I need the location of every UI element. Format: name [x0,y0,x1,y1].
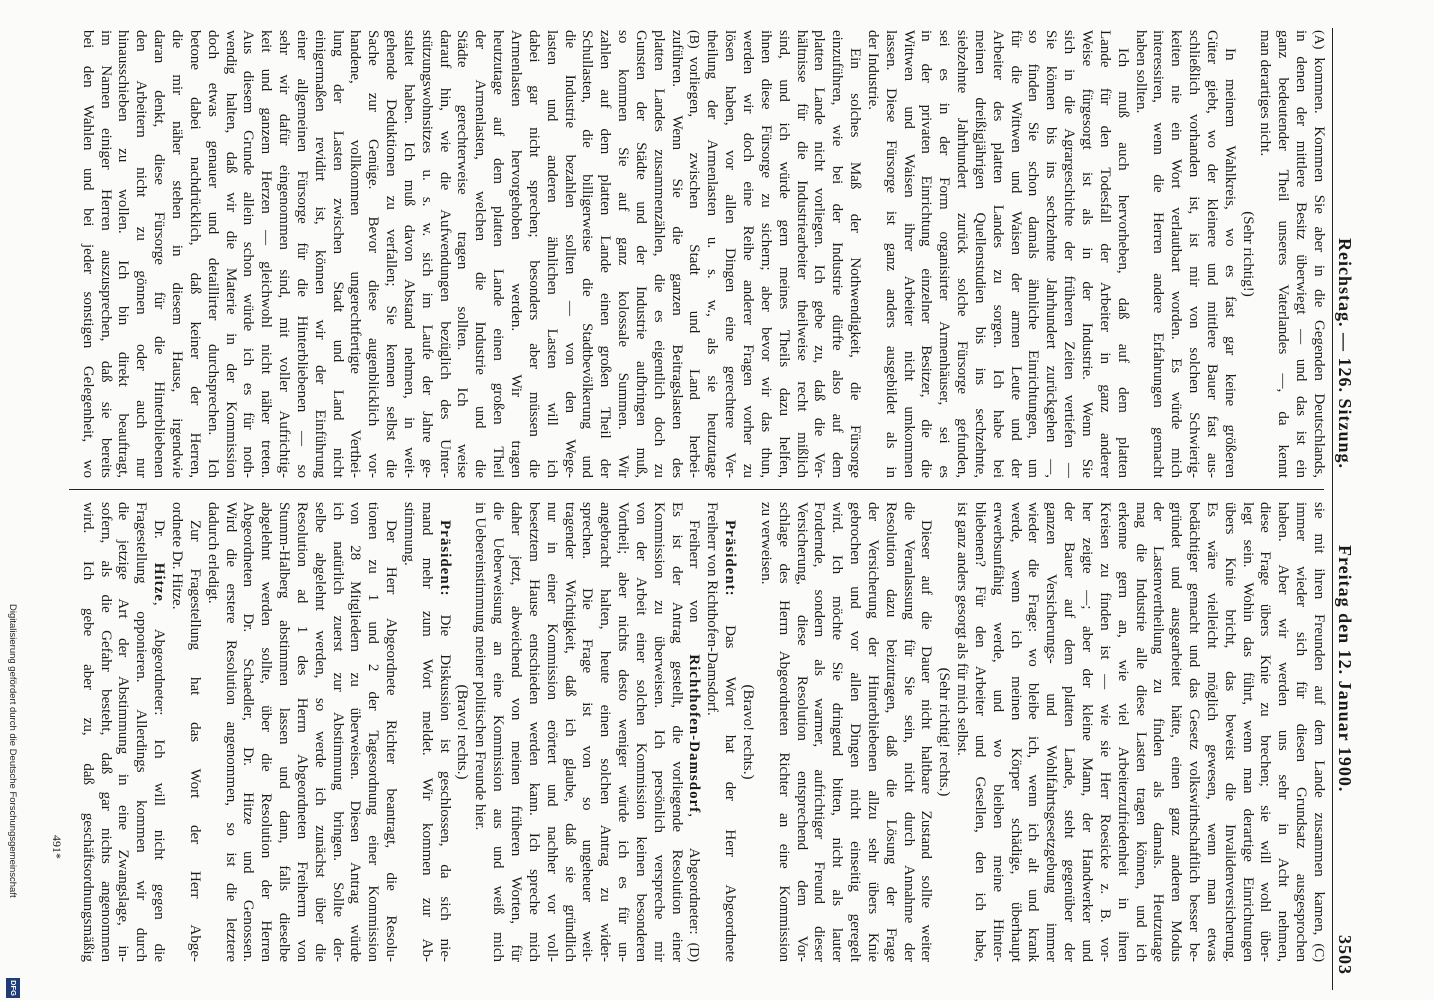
text-line: Wird die erstere Resolution angenommen, so ist die letztere [222,502,239,962]
text-line: Stumm-Halberg abstimmen lassen und dann, falls dieselbe [276,502,293,962]
text-line: für die Wittwen und Waisen der armen Leute und der [1007,30,1024,478]
text-line: interessiren, wenn die Herren andere Erfahrungen gemacht [1150,30,1167,478]
text-line: ganz bedeutender Theil unseres Vaterlandes —, da kennt [1275,30,1292,478]
column-divider [69,489,1324,490]
text-line: staltet haben. Ich muß davon Abstand nehmen, in weit- [400,30,417,478]
margin-label: (B) [686,30,702,49]
text-line: zu verweisen. [757,502,774,585]
text-line: Freiherr von Richthofen-Damsdorf. [704,502,721,716]
text-line: werde, wenn ich meinen Körper schädige, überhaupt [1007,502,1024,962]
text-line: mand mehr zum Wort meldet. Wir kommen zur Ab- [418,502,435,962]
text-line: nur in einer Kommission erörtert und nachher vor voll- [543,502,560,962]
text-segment: kommen. Kommen Sie aber in die Gegenden Deutschlands, [1311,57,1327,478]
text-line: Der Herr Abgeordnete Richter beantragt, die Resolu- [383,520,400,962]
text-line [435,502,453,962]
text-line: her zeigte —; aber der kleine Mann, der Handwerker und [1079,502,1096,962]
text-line: Es ist der Antrag gestellt, die vorliegende Resolution einer [668,502,685,962]
text-line: siebzehnte Jahrhundert zurück solche Fürsorge gefunden, [954,30,971,478]
text-line: Schullasten, die billigerweise die Stadtbevölkerung und [579,30,596,478]
text-line: ordnete Dr. Hitze. [169,502,185,610]
text-line: erwerbsunfähig werde, und wo bleiben meine Hinter- [989,502,1006,962]
running-head-title: Reichstag. — 126. Sitzung. [1335,238,1355,470]
text-line: Wittwen und Waisen ihrer Arbeiter nicht umkommen [900,30,917,478]
text-line: zahlen auf dem platten Lande einen großen Theil der [597,30,614,478]
text-line: Versicherung, diese Resolution entsprechend dem Vor- [793,502,810,962]
text-line: betone dabei nachdrücklich, daß keiner der Herren, [186,30,203,478]
text-line: hältnisse für die Industriearbeiter theilweise recht mißlich [793,30,810,478]
text-line: Weise fürgesorgt ist als in der Industrie. Wenn Sie [1079,30,1096,478]
header-rule [1332,28,1333,990]
text-line: keiten nie ein Wort verlautbart worden. Es würde mich [1168,30,1185,478]
text-line: die Veranlassung für Sie sein, nicht durch Annahme der [900,502,917,962]
running-head-date: Freitag den 12. Januar 1900. [1335,545,1355,793]
text-line: Abgeordneten Dr. Schaedler, Dr. Hitze und Genossen. [240,502,257,962]
text-segment: , Abgeordneter: Ich will nicht gegen die [151,601,168,962]
text-line: der Versicherung der Hinterbliebenen allzu sehr übers Knie [864,502,881,962]
text-line: haben. Aber wir werden uns sehr in Acht nehmen, [1275,502,1292,962]
text-line: Städte gerechterweise tragen sollten. Ich weise [454,30,471,478]
text-line: lung der Lasten zwischen Stadt und Land nicht [329,30,346,478]
text-line: stimmung. [400,502,417,566]
text-line: lassen. Diese Fürsorge ist ganz anders ausgebildet als in [882,30,899,478]
text-line: Resolution dazu beizutragen, daß die Lösung der Frage [882,502,899,962]
text-line: schlage des Herrn Abgeordneten Richter an eine Kommission [775,502,792,962]
text-segment: Die Diskussion ist geschlossen, da sich nie- [436,596,453,962]
text-line: die jetzige Art der Abstimmung in eine Zwangslage, in- [115,502,132,962]
text-line [720,502,738,962]
left-column [78,30,1327,478]
text-line: Kommission zu überweisen. Ich persönlich verspreche mir [650,502,667,962]
text-line: Dieser auf die Dauer nicht haltbare Zustand sollte weiter [918,520,935,962]
text-line: besetztem Hause entschieden werden kann. Ich spreche mich [525,502,542,962]
text-line: mag die Industrie alle diese Lasten tragen können, und ich [1132,502,1149,962]
margin-label: (A) [1311,30,1326,50]
text-line: ist ganz anders gesorgt als für mich selbst. [954,502,971,756]
dfg-logo: DFG [6,978,20,998]
text-line: haben sollten. [1132,30,1149,114]
interjection-line: (Bravo! rechts.) [740,684,756,780]
text-line: einer allgemeinen Fürsorge für die Hinterbliebenen — so [293,30,310,478]
text-line: sei es in der Form organisirter Armenhäuser, sei es [936,30,953,478]
text-line: so finden Sie schon damals ähnliche Einrichtungen, um [1025,30,1042,478]
text-line: gehende Deduktionen zu verfallen; Sie kennen selbst die [383,30,400,478]
text-line: wendig halten, daß wir die Materie in der Kommission [222,30,239,478]
text-line: von 28 Mitgliedern zu überweisen. Diesen Antrag würde [347,502,364,962]
interjection-line: (Bravo! rechts.) [454,684,471,780]
text-line: platten Lande nicht vorliegen. Ich gebe zu, daß die Ver- [811,30,828,478]
text-segment: Das Wort hat der Herr Abgeordnete [722,596,739,962]
text-line: heutzutage auf dem platten Lande einen großen Theil [490,30,507,478]
text-line: wieder die Frage: wo bleibe ich, wenn ich alt und krank [1025,502,1042,962]
text-line: der Lastenvertheilung zu finden als damals. Heutzutage [1150,502,1167,962]
text-line: Gunsten der Städte und der Industrie aufbringen muß, [632,30,649,478]
text-line: Armenlasten hervorgehoben werden. Wir tragen [508,30,525,478]
text-line: übers Knie bricht, das beweist die Invalidenversicherung. [1221,502,1238,962]
text-line: Sie können bis ins sechzehnte Jahrhundert zurückgehen —, [1043,30,1060,478]
text-line: hinausschieben zu wollen. Ich bin direkt beauftragt, [115,30,132,478]
text-line: diese Frage übers Knie zu brechen; sie will wohl über- [1257,502,1274,962]
text-line: ich natürlich zuerst zur Abstimmung bringen. Sollte der- [329,502,346,962]
text-line: Güter giebt, wo der kleinere und mittlere Bauer fast aus- [1203,30,1220,478]
text-line: im Namen einiger Herren auszusprechen, daß sie bereits [97,30,114,478]
text-line: zuführen. Wenn Sie die ganzen Beitragslasten des [668,30,685,478]
text-line: die mir näher stehen in diesem Hause, irgendwie [169,30,185,478]
text-line [685,30,703,478]
text-line: einigermaßen revidirt ist, können wir der Einführung [311,30,328,478]
text-line: Arbeiter des platten Landes zu sorgen. Ich habe bei [989,30,1006,478]
speaker-name: Präsident: [722,520,739,597]
text-line: sofern, als die Gefahr besteht, daß gar nichts angenommen [97,502,114,962]
interjection-line: (Sehr richtig! rechts.) [936,667,953,797]
text-line: in Uebereinstimmung meiner politischen Freunde hier. [472,502,489,831]
text-line: in der privaten Einrichtung einzelner Besitzer, die die [918,30,935,478]
text-line: der Industrie. [864,30,881,110]
text-line [149,502,167,962]
text-line: stützungswohnsitzes u. s. w. sich im Laufe der Jahre ge- [418,30,435,478]
text-line: theilung der Armenlasten u. s. w., als sie heutzutage [704,30,721,478]
page-number: 3503 [1335,935,1355,975]
text-line: darauf hin, wie die Aufwendungen bezüglich des Unter- [436,30,453,478]
text-line: Ein solches Maß der Nothwendigkeit, die Fürsorge [847,48,864,478]
text-line: wird. Ich gebe aber zu, daß geschäftsordnungsmäßig [79,502,96,962]
text-line: abgelehnt werden sollte, über die Resolution der Herren [258,502,275,962]
text-line: sprechen. Die Frage ist von so ungeheuer weit- [579,502,596,962]
speaker-name: Präsident: [436,520,453,597]
speaker-name: Hitze [151,562,168,602]
text-line: Ich muß auch hervorheben, daß auf dem platten [1114,48,1131,478]
text-segment: sie mit ihren Freunden auf dem Lande zusammen kamen, [1311,502,1327,936]
text-line: immer wieder sich für diesen Grundsatz ausgesprochen [1293,502,1310,962]
signature-mark: 491* [50,835,64,859]
right-column [78,502,1327,962]
text-line: meinen dreißigjährigen Quellenstudien bis ins sechzehnte, [971,30,988,478]
text-line: keit und ganzem Herzen — gleichwohl nicht näher treten. [258,30,275,478]
text-line: sehr wir dafür eingenommen sind, mit voller Aufrichtig- [276,30,293,478]
text-line: der Armenlasten, welchen die Industrie und die [472,30,489,478]
text-line: der Bauer auf dem platten Lande, steht gegenüber der [1061,502,1078,962]
text-line: Fragestellung opponieren. Allerdings kommen wir durch [133,502,150,962]
text-line: Es wäre vielleicht möglich gewesen, wenn man etwas [1203,502,1220,962]
text-line: so kommen Sie auf ganz kolossale Summen. Wir [615,30,632,478]
margin-label: (D) [686,942,702,962]
text-line: den Arbeitern nicht zu gönnen oder auch nur [133,30,150,478]
text-line: ihnen diese Fürsorge zu sichern; aber bevor wir das thun, [757,30,774,478]
text-line: von der Arbeit einer solchen Kommission keinen besonderen [632,502,649,962]
text-line: einzuführen, wie bei der Industrie dürfte also auf dem [829,30,846,478]
text-line: ganzen Versicherungs- und Wohlfahrtsgesetzgebung immer [1043,502,1060,962]
text-segment: vorliegen, zwischen Stadt und Land herbei- [686,56,703,478]
text-segment: Dr. [151,520,168,563]
text-line: sich in die Agrargeschichte der früheren Zeiten vertiefen — [1061,30,1078,478]
text-line: werden wir doch eine Reihe anderer Fragen vorher zu [740,30,756,478]
text-line: daher jetzt, abweichend von meinen früheren Worten, für [508,502,525,962]
interjection-line: (Sehr richtig!) [1239,211,1256,297]
text-line: selbe abgelehnt werden, so werde ich zunächst über die [311,502,328,962]
text-line [685,502,703,962]
text-line: tionen zu 1 und 2 der Tagesordnung einer Kommission [365,502,382,962]
speaker-name: Richthofen-Damsdorf [686,654,703,814]
text-line: lasten und anderen ähnlichen Lasten will ich [543,30,560,478]
text-line [1309,502,1327,962]
text-line [1309,30,1327,478]
text-line: in denen der mittlere Besitz überwiegt — und das ist ein [1293,30,1310,478]
text-line: Vortheil; aber nichts desto weniger würde ich es für un- [615,502,632,962]
text-line: Aus diesem Grunde allein schon würde ich es für noth- [240,30,257,478]
text-line: Resolution ad 1 des Herrn Abgeordneten Freiherrn von [293,502,310,962]
text-line: platten Landes zusammenzählen, die es eigentlich doch zu [650,30,667,478]
text-line: Sache zur Genüge. Bevor diese augenblicklich vor- [365,30,382,478]
margin-label: (C) [1311,943,1326,962]
text-line: bliebenen? Für den Arbeiter und Gesellen, den ich habe, [971,502,988,962]
digitization-note: Digitalisierung gefördert durch die Deutsche Forschungsgemeinschaft [7,604,18,898]
text-line: man derartiges nicht. [1257,30,1274,157]
text-line: handene, vollkommen ungerechtfertigte Verthei- [347,30,364,478]
text-line: daran denkt, diese Fürsorge für die Hinterbliebenen [151,30,168,478]
text-line: dabei gar nicht sprechen; besonders aber müssen die [525,30,542,478]
text-line: gebrochen und vor allen Dingen nicht einseitig geregelt [847,502,864,962]
text-line: doch etwas genauer und detaillirter durchsprechen. Ich [204,30,221,478]
text-line: bei den Wahlen und bei jeder sonstigen Gelegenheit, wo [79,30,96,478]
text-line: erkenne gern an, wie viel Arbeiterzufriedenheit in ihren [1114,502,1131,962]
text-segment: Freiherr von [686,520,703,655]
text-line: bedächtiger gemacht und das Gesetz volkswirthschaftlich besser be- [1186,502,1203,962]
text-line: angebracht halten, heute einen solchen Antrag zu wider- [597,502,614,962]
text-segment: , Abgeordneter: [686,813,703,935]
text-line: die Ueberweisung an eine Kommission aus und weiß mich [490,502,507,962]
text-line: lösen haben, vor allen Dingen eine gerechtere Ver- [722,30,739,478]
text-line: gründet und ausgearbeitet hätte, einen ganz anderen Modus [1168,502,1185,962]
text-line: wird. Ich möchte Sie dringend bitten, nicht als lauter [829,502,846,962]
text-line: sind, und ich würde gern meines Theils dazu helfen, [775,30,792,478]
text-line: tragender Wichtigkeit, daß ich glaube, daß sie gründlich [561,502,578,962]
text-line: legt sein. Wohin das führt, wenn man derartige Einrichtungen [1239,502,1256,962]
text-line: In meinem Wahlkreis, wo es fast gar keine größeren [1221,48,1238,478]
text-line: dadurch erledigt. [204,502,221,604]
text-line: Kreisen zu finden ist — wie sie Herr Roesicke z. B. vor- [1096,502,1113,962]
text-line: schließlich vorhanden ist, ist mir von solchen Schwierig- [1186,30,1203,478]
text-line: Zur Fragestellung hat das Wort der Herr Abge- [186,520,203,962]
text-line: Lande für den Todesfall der Arbeiter in ganz anderer [1096,30,1113,478]
text-line: die Industrie bezahlen sollten — von den Wege- [561,30,578,478]
text-line: Fordernde, sondern als warmer, aufrichtiger Freund dieser [811,502,828,962]
